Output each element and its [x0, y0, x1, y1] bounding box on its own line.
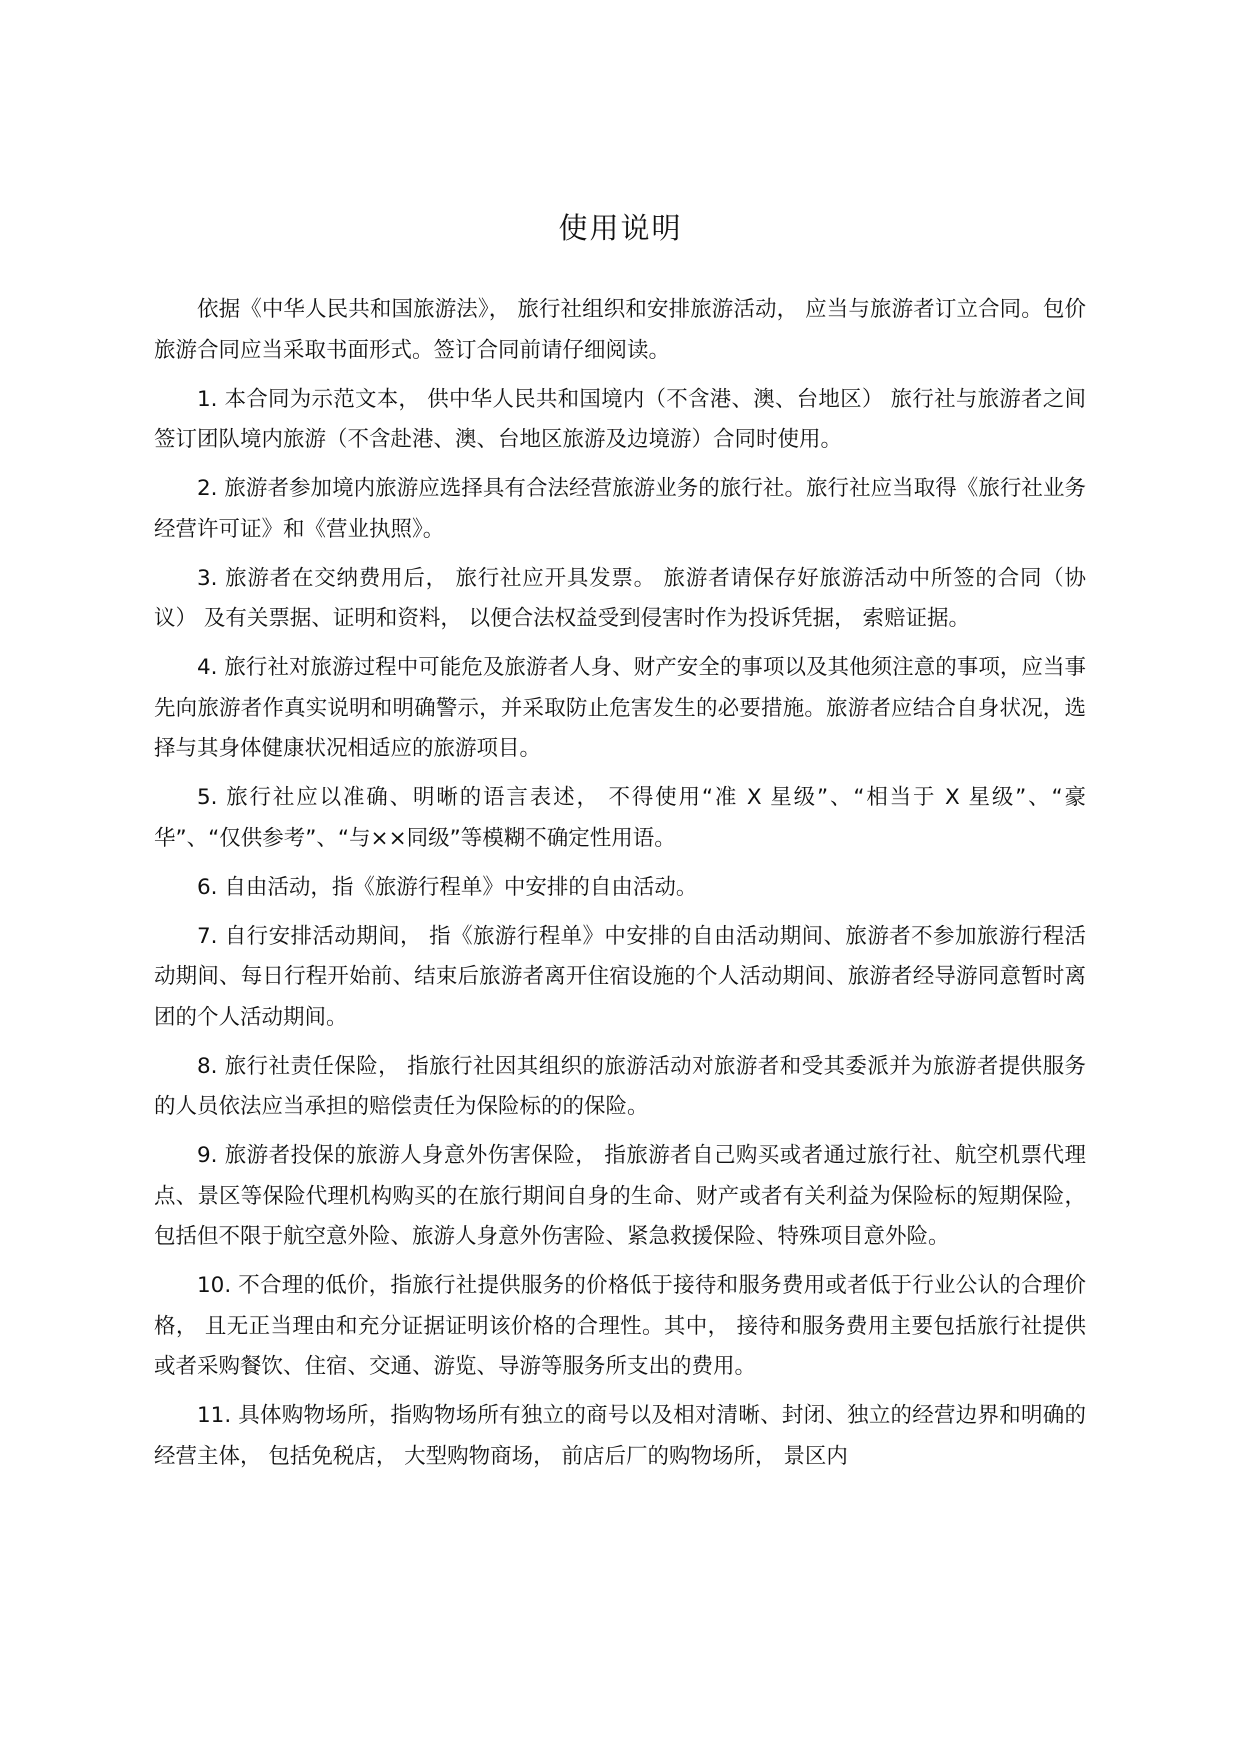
clause-6: 6. 自由活动，指《旅游行程单》中安排的自由活动。	[197, 874, 698, 900]
clause-3: 3. 旅游者在交纳费用后， 旅行社应开具发票。 旅游者请保存好旅游活动中所签的合同（协议） 及有关票据、证明和资料， 以便合法权益受到侵害时作为投诉凭据， 索赔证据。	[154, 565, 1086, 631]
clause-2: 2. 旅游者参加境内旅游应选择具有合法经营旅游业务的旅行社。旅行社应当取得《旅行社业务经营许可证》和《营业执照》。	[154, 476, 1086, 542]
page-title: 使用说明	[558, 211, 683, 245]
clause-4: 4. 旅行社对旅游过程中可能危及旅游者人身、财产安全的事项以及其他须注意的事项，应当事先向旅游者作真实说明和明确警示，并采取防止危害发生的必要措施。旅游者应结合自身状况，选择与其身体健康状况相适应的旅游项目。	[154, 655, 1086, 761]
clause-9: 9. 旅游者投保的旅游人身意外伤害保险， 指旅游者自己购买或者通过旅行社、航空机票代理点、景区等保险代理机构购买的在旅行期间自身的生命、财产或者有关利益为保险标的短期保险， 包括但不限于航空意外险、旅游人身意外伤害险、紧急救援保险、特殊项目意外险。	[154, 1143, 1086, 1249]
clause-7: 7. 自行安排活动期间， 指《旅游行程单》中安排的自由活动期间、旅游者不参加旅游行程活动期间、每日行程开始前、结束后旅游者离开住宿设施的个人活动期间、旅游者经导游同意暂时离团的个人活动期间。	[154, 923, 1086, 1030]
clause-1: 1. 本合同为示范文本， 供中华人民共和国境内（不含港、澳、台地区） 旅行社与旅游者之间签订团队境内旅游（不含赴港、澳、台地区旅游及边境游）合同时使用。	[154, 386, 1086, 452]
clause-10: 10. 不合理的低价，指旅行社提供服务的价格低于接待和服务费用或者低于行业公认的合理价格， 且无正当理由和充分证据证明该价格的合理性。其中， 接待和服务费用主要包括旅行社提供或者采购餐饮、住宿、交通、游览、导游等服务所支出的费用。	[154, 1273, 1086, 1379]
clause-5: 5. 旅行社应以准确、明晰的语言表述， 不得使用“准 X 星级”、“相当于 X 星级”、“豪华”、“仅供参考”、“与××同级”等模糊不确定性用语。	[154, 785, 1086, 851]
intro-paragraph: 依据《中华人民共和国旅游法》， 旅行社组织和安排旅游活动， 应当与旅游者订立合同。包价旅游合同应当采取书面形式。签订合同前请仔细阅读。	[154, 297, 1086, 363]
clause-8: 8. 旅行社责任保险， 指旅行社因其组织的旅游活动对旅游者和受其委派并为旅游者提供服务的人员依法应当承担的赔偿责任为保险标的的保险。	[154, 1053, 1086, 1119]
document-body	[154, 290, 1086, 1486]
clause-11: 11. 具体购物场所，指购物场所有独立的商号以及相对清晰、封闭、独立的经营边界和明确的经营主体， 包括免税店， 大型购物商场， 前店后厂的购物场所， 景区内	[154, 1403, 1086, 1469]
